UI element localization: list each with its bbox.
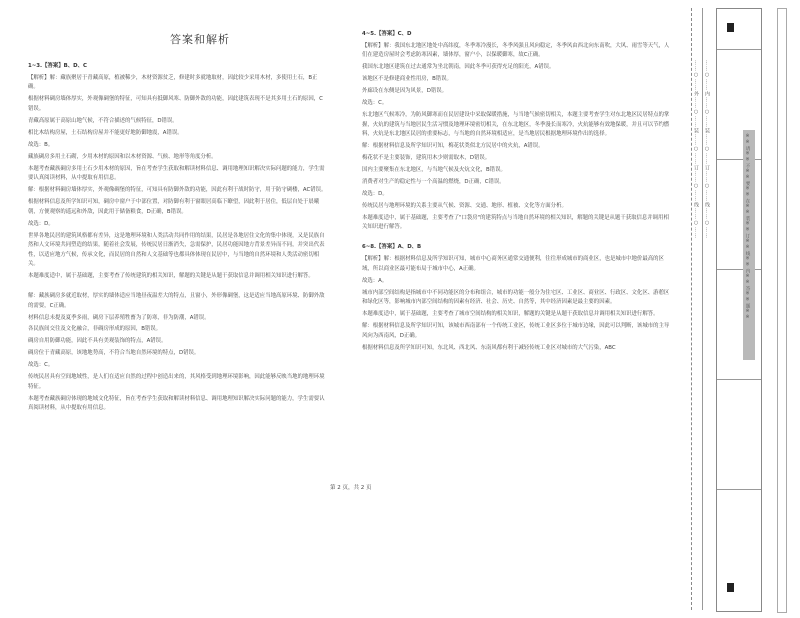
paragraph: 本题考查藏族碉房多用土石少用木材的原因，旨在考查学生获取和解读材料信息、调用地理知识解决实际问题的能力，学生需要认真阅读材料，从中提取有用信息。	[28, 165, 325, 182]
paragraph: 材料信息未提及夏季多雨，碉房下层养殖牲畜为了防寒，非为防潮，A错误。	[28, 314, 210, 321]
paragraph: 传统民居具有空间地域性，是人们在适应自然的过程中创造出来的，其风格受到地理环境影响，因此能够反映当地的地理环境特征。	[28, 374, 325, 390]
paragraph: 该地区不是修建商业性用房，B错误。	[362, 76, 452, 83]
paragraph: 我国东北地区建筑在过去通常为坐北朝南，因此冬季可获得充足的阳光，A错误。	[362, 64, 555, 71]
paragraph: 碉房自用防御功能，因此不具有美观装饰的特点，A错误。	[28, 338, 167, 345]
paragraph: 本题难度适中，属于基础题，主要考查了传统建筑的相关知识，解题的关键是从题干获取信息并调用相关知识进行解答。	[28, 273, 314, 280]
paragraph: 本题难度适中，属于基础题，主要考查了"口袋房"的建筑特点与当地自然环境的相关知识，解题的关键是从题干获取信息并调用相关知识进行解答。	[362, 214, 669, 231]
left-column	[28, 62, 328, 416]
paragraph: 根据材料信息及所学知识可知，碉房中窗户于中部位置，对防御有利于窗眼居高临下瞭望，因此利于居住，低层自处于晨曦朝，方便观察的遥远和外敌，因此用于储备粮食，D正确，B错误。	[28, 199, 320, 215]
binding-notice: ※※请※※不※※要※※在※※装※※订※※线※※内※※答※※题※※	[745, 134, 750, 321]
paragraph: 世界各地民居的建筑风格都有差异，这是地理环境和人类活动共同作用的结果，民居是各地居住文化的集中体现，又是民族自然和人文环境共同塑造的结果，随着社会发展，传统民居日渐消失，急需保护，民居功能因地方背景差异而不同，并突出代表性，以适应地方气候，传承文化，而民居的自然和人文基础等也都具体体现在民居中，与当地的自然环境和人类活动密切相关。	[28, 232, 325, 268]
binding-strip	[686, 0, 764, 618]
paragraph: 故选：C。	[28, 362, 54, 369]
paragraph: 碉房位于青藏高原，该地地势高，不符合当地自然环境的特点，D错误。	[28, 350, 200, 357]
paragraph: 各民族间交往及文化融合，非碉房形成的原因，B错误。	[28, 326, 162, 333]
answer-heading: 1~3.【答案】B、D、C	[28, 63, 87, 69]
paragraph: 青藏高原属于高原山地气候，不符合描述的气候特征，D错误。	[28, 117, 178, 124]
paragraph: 消费者对生产的稳定性与一个高温的燃烧，D正确，C错误。	[362, 179, 505, 186]
binding-inner-text: ……○……内……○……装……○……订……○……线……○……	[704, 60, 710, 239]
binding-field-divider	[717, 49, 761, 50]
page-footer: 第 2 页，共 2 页	[330, 485, 372, 491]
answer-heading: 4~5.【答案】C、D	[362, 31, 412, 37]
paragraph: 城市内部空间结构是指城市中不同功能区的分布和组合，城市的功能一般分为住宅区、工业区、商业区、行政区、文化区、游憩区和绿化区等，影响城市内部空间结构的因素有经济、社会、历史、自然等，其中经济因素是最主要的因素。	[362, 289, 670, 306]
paragraph: 解：根据材料信息及所学知识可知，该城市西南部有一个传统工业区，传统工业区多位于城市边缘，因此可以判断，该城市的主导风向为西南风，D正确。	[362, 323, 670, 339]
paragraph: 外廊设在东侧是因为风景，D错误。	[362, 88, 448, 95]
paragraph: 解：根据材料碉房墙体厚实，外观像碉堡的特征，可知具有防御外敌的功能，因此有利于战时防守，用于防守碉楼，AC错误。	[28, 187, 327, 194]
page-title: 答案和解析	[170, 33, 230, 46]
binding-edge	[777, 8, 787, 613]
paragraph: 故选：D。	[28, 220, 54, 227]
paragraph: 相比木结构房屋，土石结构房屋并不能更好地防御地震，A错误。	[28, 129, 183, 136]
paragraph: 本题考查藏族碉房体现的地域文化特征，旨在考查学生获取和解读材料信息、调用地理知识解决实际问题的能力，学生需要认真阅读材料，从中提取有用信息。	[28, 395, 325, 412]
paragraph: 【解析】解：根据材料信息及所学知识可知，城市中心商务区通常交通便利，往往形成城市的商业区，也是城市中地价最高的区域，所以商业区最可能布局于城市中心，A正确。	[362, 256, 664, 272]
spacer	[362, 235, 672, 243]
paragraph: 解：根据材料信息及所学知识可知，梅花状类似北方民居中的火炕，A错误。	[362, 143, 544, 150]
paragraph: 故选：C。	[362, 100, 388, 107]
paragraph: 梅花状不是主要装饰，建筑用木少则需取木，D错误。	[362, 155, 491, 162]
binding-outer-text: ……○……外……○……装……○……订……○……线……○……	[693, 60, 699, 239]
paragraph: 【解析】解：藏族聚居于青藏高原，植被稀少，木材资源贫乏，修建时多就地取材，因此较少采用木材，多使用土石，B正确。	[28, 74, 318, 91]
paragraph: 故选：D。	[362, 190, 388, 197]
registration-mark	[727, 23, 734, 32]
binding-field-divider	[717, 379, 761, 380]
right-column	[362, 30, 672, 356]
binding-field-divider	[717, 489, 761, 490]
paragraph: 根据材料碉房墙体厚实，外观像碉堡的特征，可知具有抵御风寒、防御外敌的功能，因此建筑表现不是其多用土石的原因，C错误。	[28, 96, 323, 112]
spacer	[28, 284, 328, 292]
paragraph: 东北地区气候寒冷，为防风御寒而在民居建设中采取保暖措施，与当地气候密切相关，本题主要考查学生对东北地区民居特点的掌握，火炕的建筑与当地居民生活习惯及地理环境密切相关，在东北地区，冬季漫长而寒冷，火炕能够有效地保暖，并且可以节约燃料，火炕是东北地区民居的重要标志，与当地的自然环境相适应，是当地居民根据地理环境作出的选择。	[362, 112, 670, 138]
paragraph: 根据材料信息及所学知识可知，东北风、西北风、东南风都有利于减轻传统工业区对城市的大气污染，ABC	[362, 344, 616, 351]
paragraph: 故选：A。	[362, 277, 388, 284]
answer-heading: 6~8.【答案】A、D、B	[362, 244, 422, 251]
paragraph: 藏族碉房多用土石砌，少用木材的原因和以木材资源、气候、地形等角度分析。	[28, 153, 217, 160]
paragraph: 传统民居与地理环境的关系主要从气候、资源、交通、地形、植被、文化等方面分析。	[362, 202, 567, 209]
binding-field-box	[716, 8, 762, 612]
registration-mark	[727, 583, 734, 592]
paragraph: 【解析】解：我国东北地区地处中高纬度，冬季寒冷漫长，冬季风强且风向稳定，冬季风由西北向东南吹，大风、雨雪等天气，人们在建造房屋时会考虑防寒因素，墙体厚，窗户小，以保暖御寒，故C正确。	[362, 42, 670, 59]
paragraph: 国内主要聚集在东北地区，与当地气候及火炕文化，B错误。	[362, 167, 506, 174]
paragraph: 故选：B。	[28, 141, 54, 148]
paragraph: 解：藏族碉房多就近取材，厚实的墙体适应当地昼夜温差大的特点，且窗小，外形像碉堡，这是适应当地高原环境、防御外敌的需要，C正确。	[28, 293, 325, 309]
paragraph: 本题难度适中，属于基础题，主要考查了城市空间结构的相关知识，解题的关键是从题干获取信息并调用相关知识进行解答。	[362, 311, 659, 318]
